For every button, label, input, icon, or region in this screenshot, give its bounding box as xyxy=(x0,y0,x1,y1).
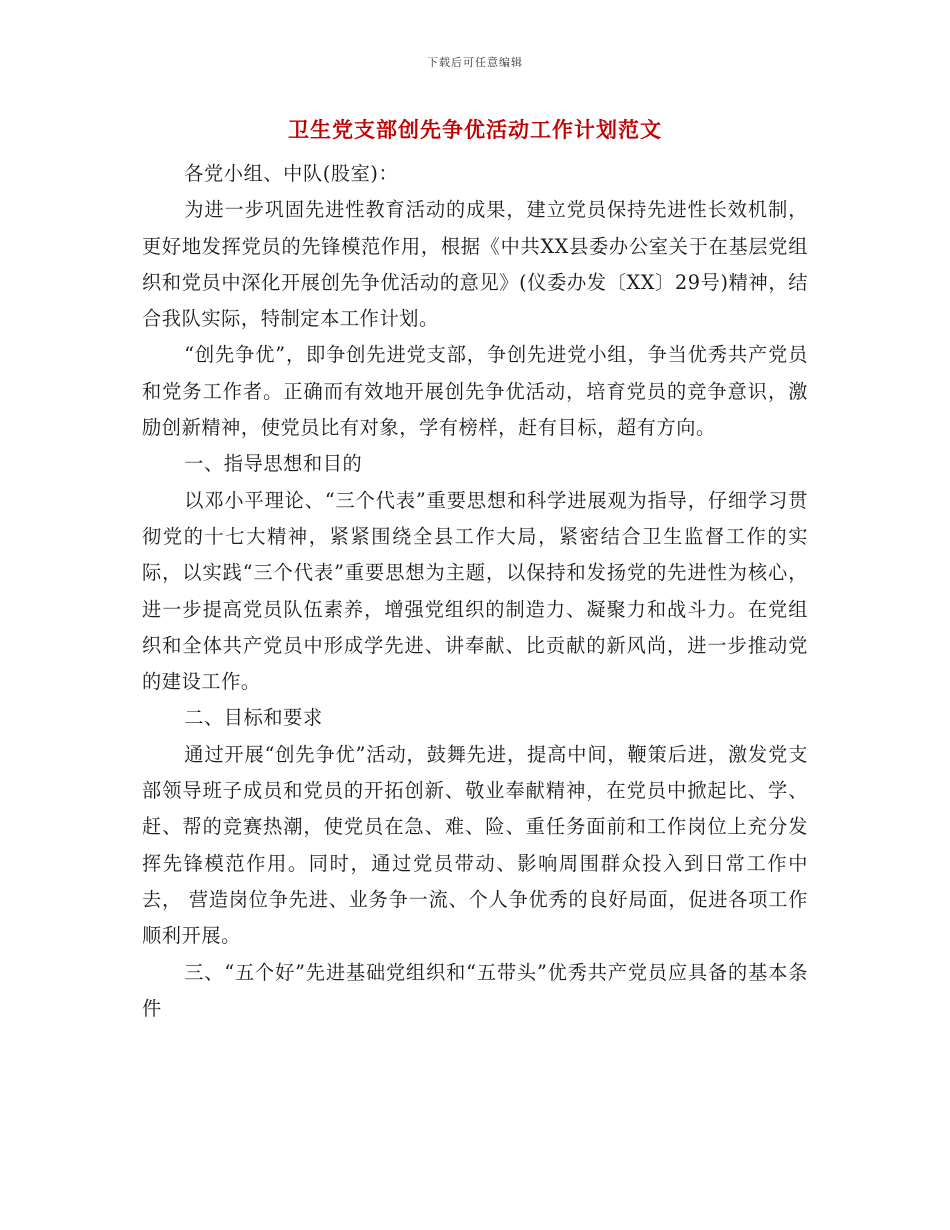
document-body xyxy=(142,156,808,1027)
salutation: 各党小组、中队(股室)： xyxy=(184,162,399,185)
document-title: 卫生党支部创先争优活动工作计划范文 xyxy=(288,117,662,142)
paragraph-purpose: 为进一步巩固先进性教育活动的成果，建立党员保持先进性长效机制，更好地发挥党员的先锋模范作用，根据《中共XX县委办公室关于在基层党组织和党员中深化开展创先争优活动的意见》(仪委办发〔XX〕29号)精神，结合我队实际，特制定本工作计划。 xyxy=(142,198,808,331)
header-note: 下载后可任意编辑 xyxy=(427,56,523,69)
section-heading-1: 一、指导思想和目的 xyxy=(184,452,363,476)
paragraph-guiding-thought: 以邓小平理论、“三个代表”重要思想和科学进展观为指导，仔细学习贯彻党的十七大精神，紧紧围绕全县工作大局，紧密结合卫生监督工作的实际，以实践“三个代表”重要思想为主题，以保持和发扬党的先进性为核心，进一步提高党员队伍素养，增强党组织的制造力、凝聚力和战斗力。在党组织和全体共产党员中形成学先进、讲奉献、比贡献的新风尚，进一步推动党的建设工作。 xyxy=(142,488,808,694)
section-heading-2: 二、目标和要求 xyxy=(184,706,323,730)
paragraph-definition: “创先争优”，即争创先进党支部，争创先进党小组，争当优秀共产党员和党务工作者。正确而有效地开展创先争优活动，培育党员的竞争意识，激励创新精神，使党员比有对象，学有榜样，赶有目标，超有方向。 xyxy=(142,343,808,440)
section-heading-3: 三、“五个好”先进基础党组织和“五带头”优秀共产党员应具备的基本条件 xyxy=(142,960,808,1020)
paragraph-goals: 通过开展“创先争优”活动，鼓舞先进，提高中间，鞭策后进，激发党支部领导班子成员和党员的开拓创新、敬业奉献精神，在党员中掀起比、学、赶、帮的竞赛热潮，使党员在急、难、险、重任务面前和工作岗位上充分发挥先锋模范作用。同时，通过党员带动、影响周围群众投入到日常工作中去， 营造岗位争先进、业务争一流、个人争优秀的良好局面，促进各项工作顺利开展。 xyxy=(142,742,808,948)
